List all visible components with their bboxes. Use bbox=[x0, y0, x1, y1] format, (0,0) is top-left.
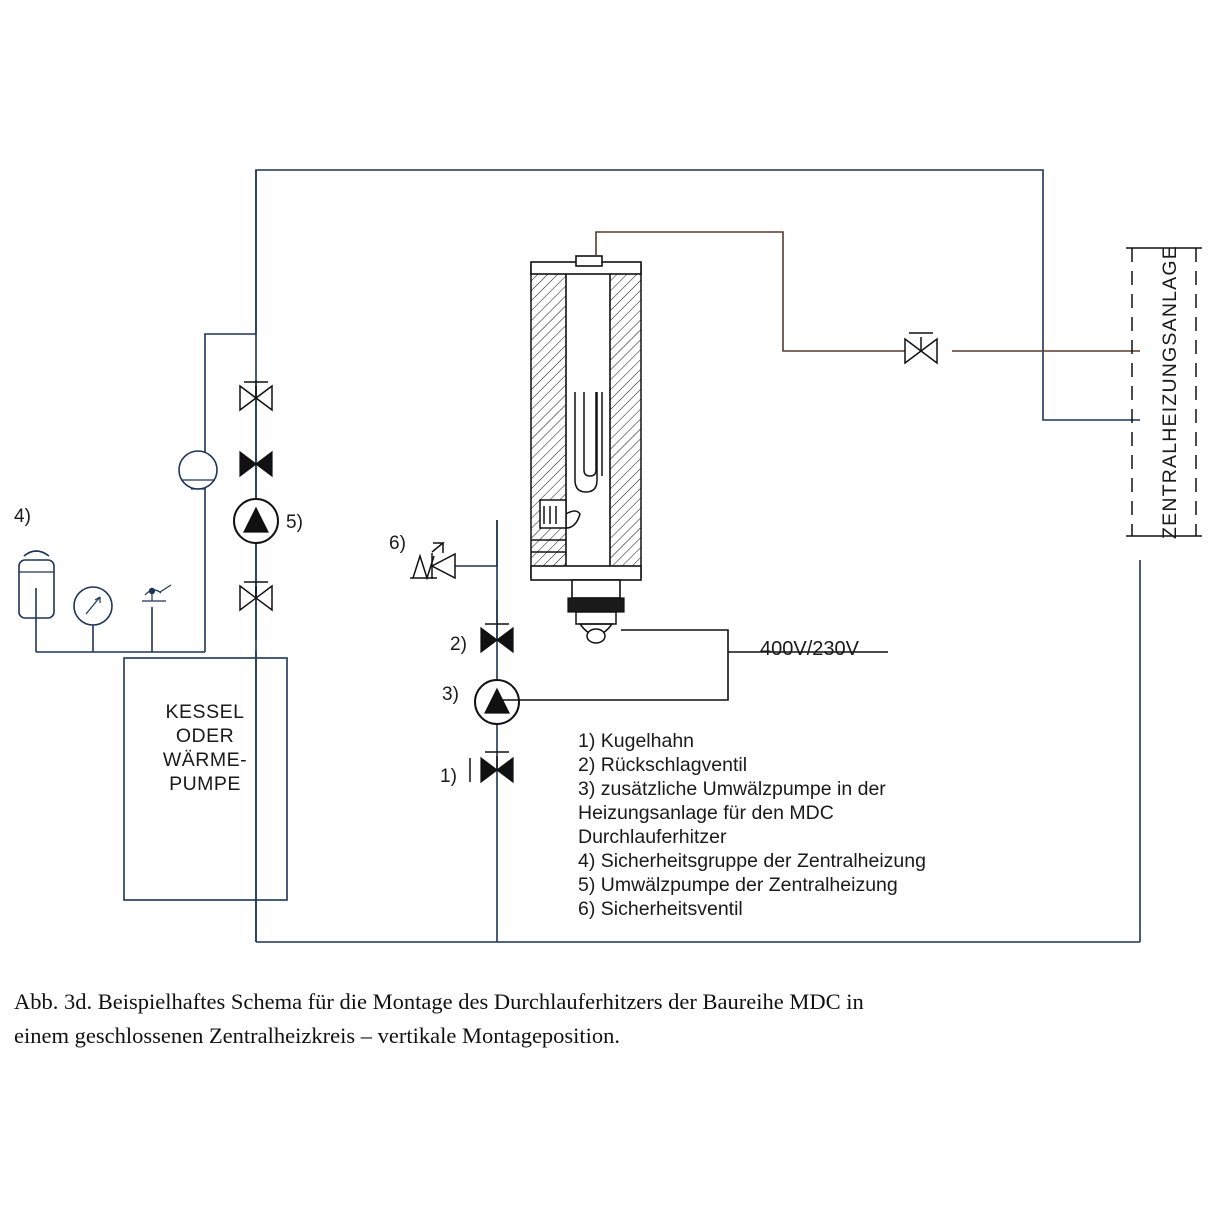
legend-item-2: 2) Rückschlagventil bbox=[578, 754, 748, 776]
ball-valve-1 bbox=[470, 752, 513, 782]
legend-item-3-cont2: Durchlauferhitzer bbox=[578, 826, 727, 848]
legend-item-6: 6) Sicherheitsventil bbox=[578, 898, 743, 920]
safety-group-assembly bbox=[14, 506, 205, 652]
caption-line-2: einem geschlossenen Zentralheizkreis – vertikale Montageposition. bbox=[14, 1023, 621, 1048]
center-return-branch bbox=[440, 600, 519, 942]
valve-gate-supply bbox=[905, 333, 937, 363]
callout-4: 4) bbox=[14, 506, 31, 527]
boiler-label-line4: PUMPE bbox=[169, 773, 241, 795]
caption-line-1: Abb. 3d. Beispielhaftes Schema für die Montage des Durchlauferhitzers der Baureihe MDC in bbox=[14, 989, 864, 1014]
callout-1: 1) bbox=[440, 766, 457, 787]
legend-block bbox=[578, 730, 926, 920]
circulation-pump-5 bbox=[234, 499, 278, 543]
callout-2: 2) bbox=[450, 634, 467, 655]
boiler-label-line2: ODER bbox=[175, 725, 235, 747]
legend-item-3-cont1: Heizungsanlage für den MDC bbox=[578, 802, 834, 824]
legend-item-3: 3) zusätzliche Umwälzpumpe in der bbox=[578, 778, 886, 800]
central-heating-system-symbol bbox=[1126, 245, 1202, 539]
legend-item-1: 1) Kugelhahn bbox=[578, 730, 695, 752]
callout-5: 5) bbox=[286, 512, 303, 533]
boiler-label-line1: KESSEL bbox=[165, 701, 245, 723]
left-riser-pump-branch bbox=[179, 170, 303, 652]
callout-3: 3) bbox=[442, 684, 459, 705]
additional-pump-3 bbox=[475, 680, 519, 724]
legend-item-4: 4) Sicherheitsgruppe der Zentralheizung bbox=[578, 850, 926, 872]
boiler-heat-pump bbox=[124, 658, 287, 900]
power-supply-line bbox=[497, 630, 888, 700]
callout-6: 6) bbox=[389, 533, 406, 554]
figure-caption bbox=[14, 985, 1204, 1053]
central-heating-label: ZENTRALHEIZUNGSANLAGE bbox=[1159, 245, 1181, 539]
thermometer-gauge bbox=[179, 451, 217, 489]
safety-valve-6 bbox=[389, 520, 497, 640]
voltage-label: 400V/230V bbox=[760, 638, 859, 660]
boiler-label-line3: WÄRME- bbox=[162, 749, 248, 771]
legend-item-5: 5) Umwälzpumpe der Zentralheizung bbox=[578, 874, 898, 896]
mdc-flow-heater bbox=[531, 232, 1140, 643]
